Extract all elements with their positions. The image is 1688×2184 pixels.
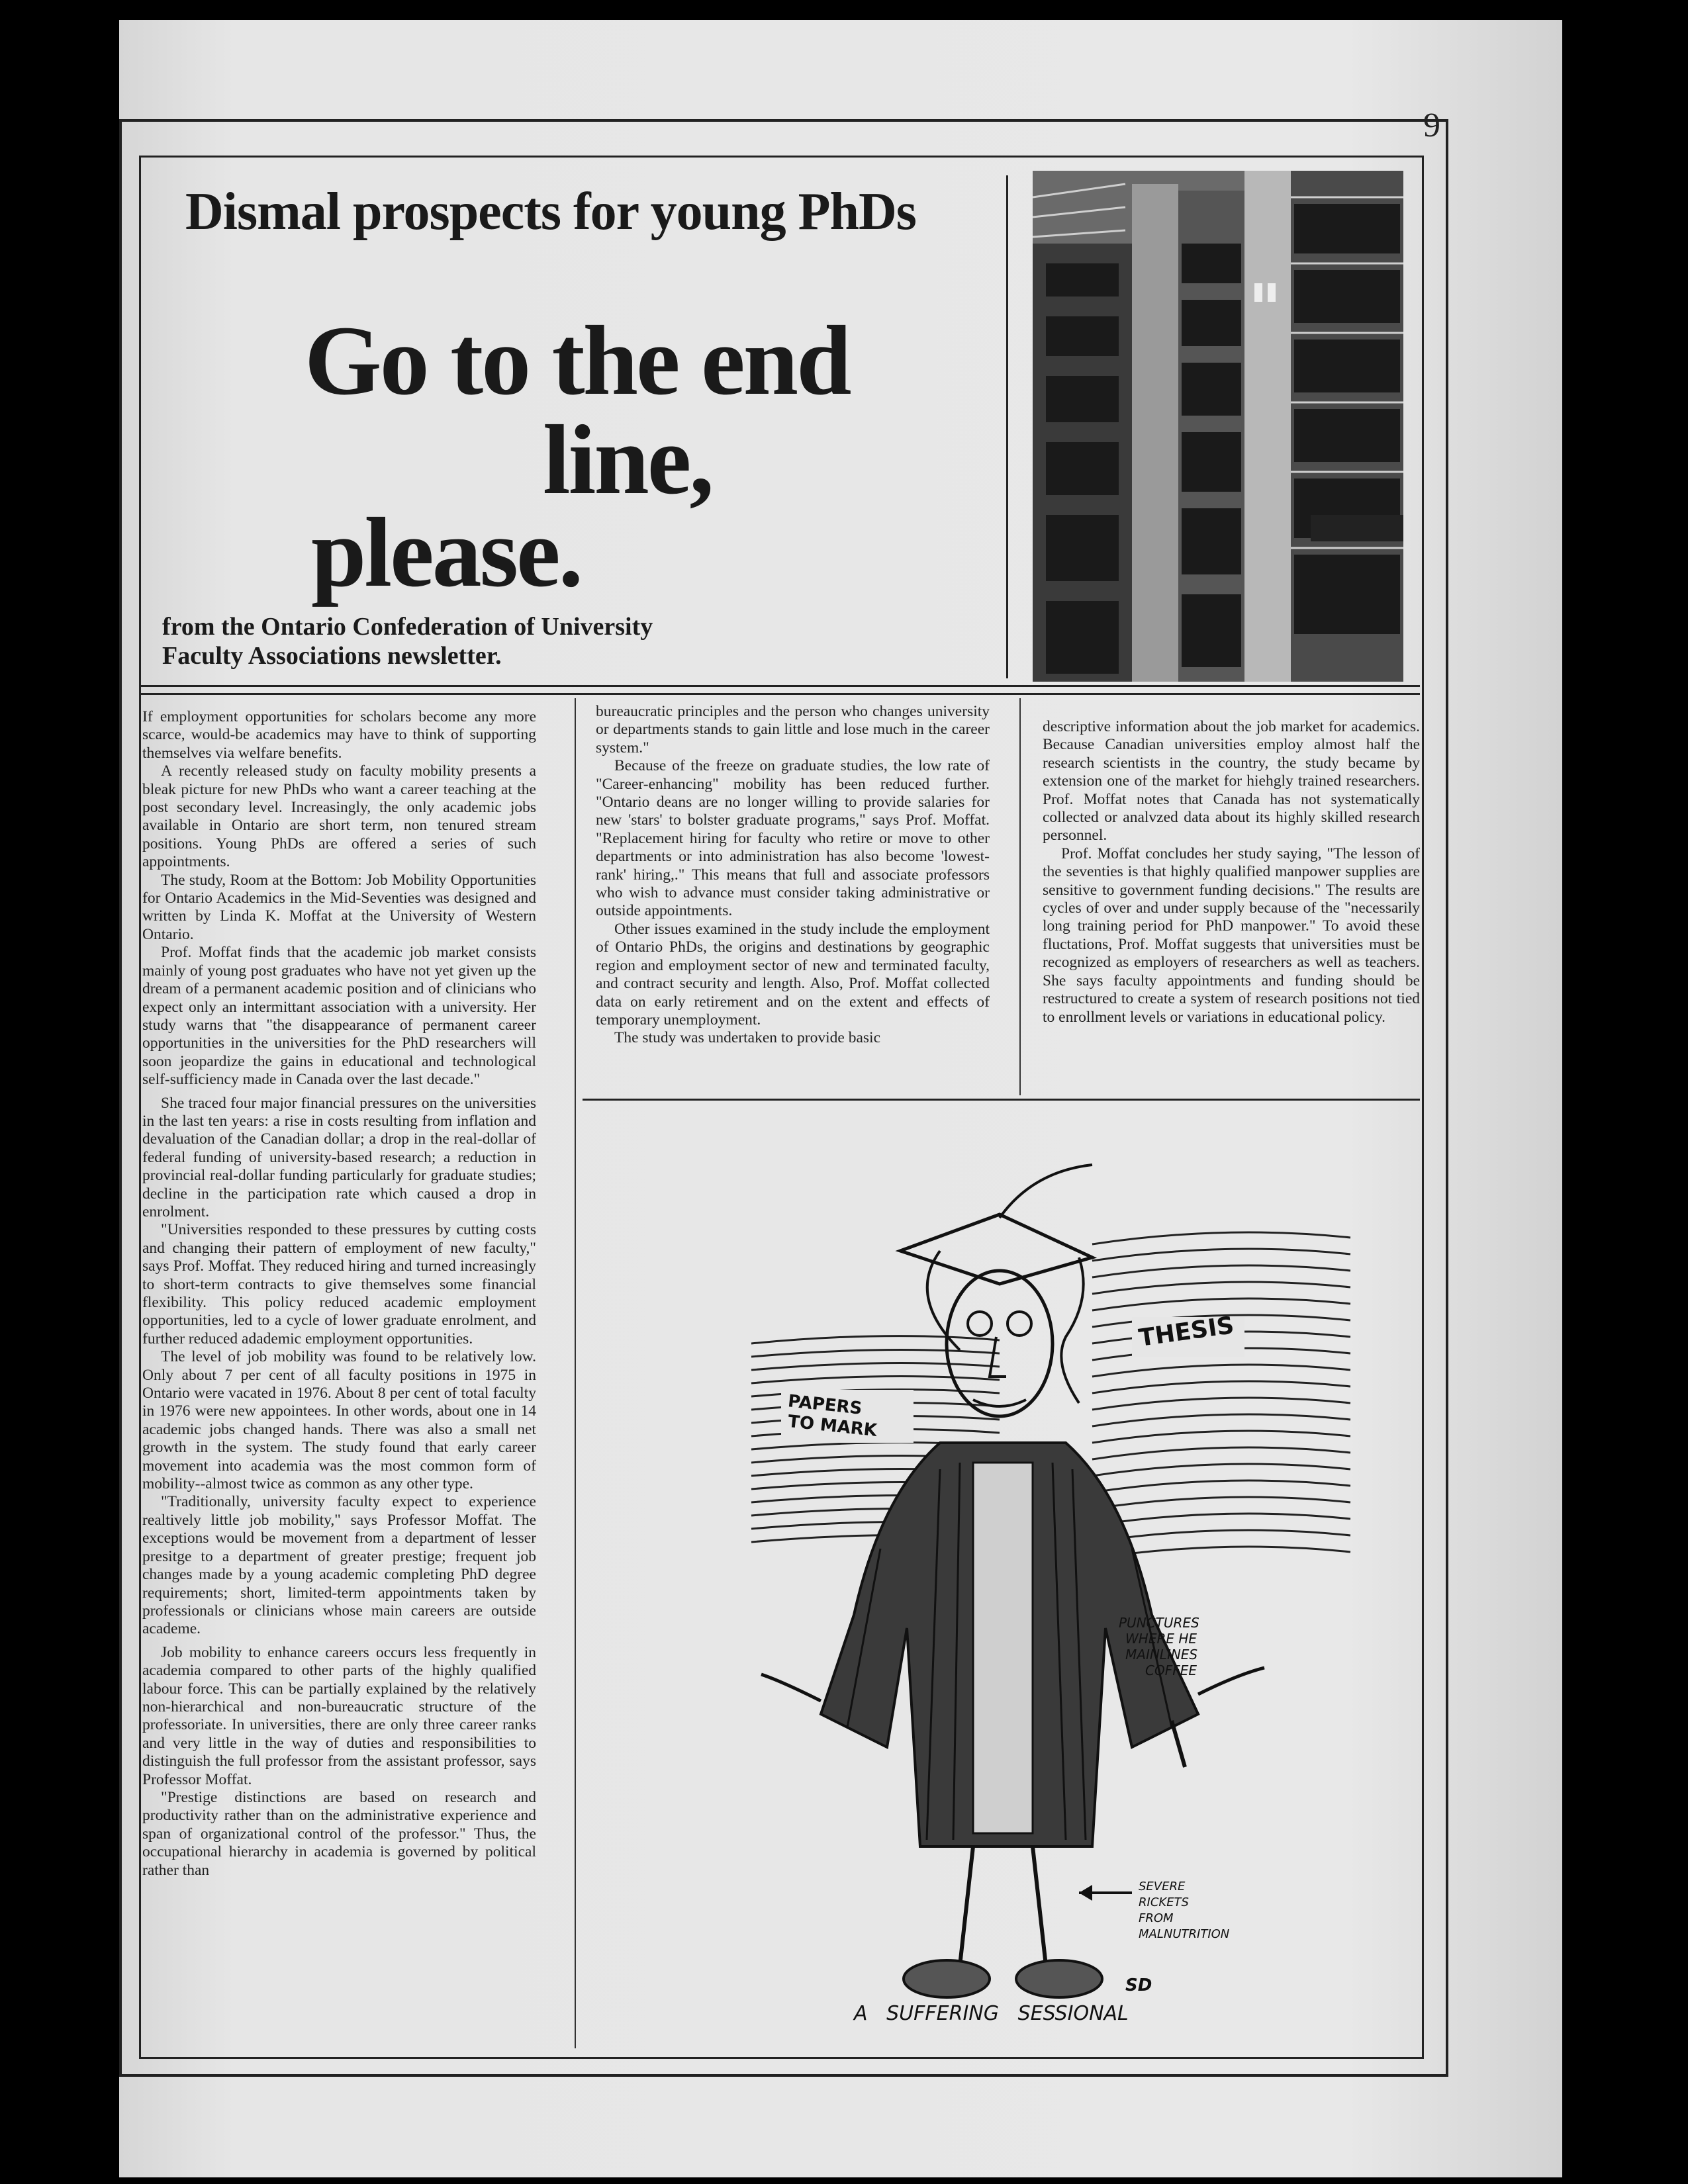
headline-line-2: line,: [543, 405, 712, 515]
punctures-note-1: PUNCTURES: [1119, 1615, 1199, 1631]
library-stacks-photo: [1033, 171, 1403, 682]
papers-label-line-1: PAPERS: [786, 1391, 863, 1419]
rickets-note-4: MALNUTRITION: [1139, 1927, 1230, 1941]
cartoon-drawing: [722, 1152, 1417, 2032]
rickets-note-3: FROM: [1139, 1911, 1174, 1925]
header-rule-1: [139, 685, 1420, 687]
header-rule-2: [139, 693, 1420, 695]
headline-line-1: Go to the end: [305, 306, 850, 416]
paragraph: The study, Room at the Bottom: Job Mobility Opportunities for Ontario Academics in the Mid-Seventies was designed and written by Linda K. Moffat at the University of Western Ontario.: [142, 871, 536, 943]
paragraph: Because of the freeze on graduate studies, the low rate of "Career-enhancing" mobility has been reduced further. "Ontario deans are no longer willing to provide salaries for new 'stars' to bolster graduate programs," says Prof. Moffat. "Replacement hiring for faculty who retire or move to other departments or into administration has also become 'lowest-rank' hiring,." This means that full and associate professors who wish to advance must consider taking administrative or outside appointments.: [596, 757, 990, 920]
page-number: 9: [1423, 107, 1440, 144]
thesis-label: THESIS: [1137, 1312, 1236, 1352]
paragraph: Other issues examined in the study include the employment of Ontario PhDs, the origins and destinations by geographic region and employment sector of new and terminated faculty, and contract security and length. Also, Prof. Moffat collected data on early retirement and on the extent and effects of temporary unemployment.: [596, 920, 990, 1028]
source-line-1: from the Ontario Confederation of University: [162, 613, 653, 641]
source-credit: [162, 612, 758, 670]
library-stacks-illustration: [1033, 171, 1403, 682]
paragraph: The study was undertaken to provide basic: [614, 1029, 881, 1047]
paragraph: Prof. Moffat finds that the academic job market consists mainly of young post graduates who have not yet given up the dream of a permanent academic position and of clinicians who expect only an intermittant association with a university. Her study warns that "the disappearance of permanent career opportunities in the universities for the PhD researchers will soon jeopardize the gains in educational and technological self-sufficiency made in Canada over the last decade.": [142, 944, 536, 1089]
sessional-cartoon: [722, 1152, 1417, 2032]
article-column-1: [142, 708, 536, 1880]
punctures-note-2: WHERE HE: [1125, 1631, 1197, 1647]
headline-period: .: [558, 498, 582, 608]
article-column-3: [1043, 718, 1420, 1026]
paragraph: descriptive information about the job market for academics. Because Canadian universities employ almost half the research scientists in the country, the study became by extension one of the market for hiehgly trained researchers. Prof. Moffat notes that Canada has not systematically collected or analvzed data about its highly skilled research personnel.: [1043, 718, 1420, 844]
article-column-2: [596, 703, 990, 1048]
paragraph: "Universities responded to these pressures by cutting costs and changing their pattern of employment of new faculty," says Prof. Moffat. They reduced hiring and turned increasingly to short-term contracts to give themselves some financial flexibility. This policy reduced academic employment opportunities, led to a cycle of lower graduate enrolment, and further reduced adademic employment opportunities.: [142, 1221, 536, 1347]
rickets-note-1: SEVERE: [1139, 1880, 1186, 1893]
headline-line-3: [311, 498, 582, 608]
header-divider-vertical: [1006, 175, 1008, 678]
paragraph: Job mobility to enhance careers occurs less frequently in academia compared to other parts of the highly qualified labour force. This can be partially explained by the relatively non-hierarchical and non-bureaucratic structure of the professoriate. In universities, there are only three career ranks and very little in the way of duties and responsibilities to distinguish the full professor from the assistant professor, says Professor Moffat.: [142, 1643, 536, 1788]
rickets-note-2: RICKETS: [1139, 1895, 1189, 1909]
source-line-2: Faculty Associations newsletter.: [162, 642, 502, 670]
cartoon-caption: A SUFFERING SESSIONAL: [854, 2002, 1129, 2025]
column-divider-1: [575, 698, 576, 2048]
paragraph: Prof. Moffat concludes her study saying, "The lesson of the seventies is that highly qualified manpower supplies are sensitive to government funding decisions." The results are cycles of over and under supply because of the "necessarily long training period for PhD manpower." To avoid these fluctations, Prof. Moffat suggests that universities must be recognized as employers of researchers as well as teachers. She says faculty appointments and funding should be restructured to create a system of research positions not tied to enrollment levels or variations in educational policy.: [1043, 844, 1420, 1026]
paragraph: bureaucratic principles and the person who changes university or departments stands to gain little and lose much in the career system.": [596, 703, 990, 756]
paragraph: The level of job mobility was found to be relatively low. Only about 7 per cent of all faculty positions in 1975 in Ontario were vacated in 1976. About 8 per cent of total faculty in 1976 were new appointees. In other words, about one in 14 academic jobs changed hands. There was also a small net growth in the system. The study found that early career movement into academia was the most common form of mobility--almost twice as common as any other type.: [142, 1348, 536, 1493]
artist-signature: SD: [1125, 1976, 1152, 1995]
paragraph: If employment opportunities for scholars become any more scarce, would-be academics may have to think of supporting themselves via welfare benefits.: [142, 708, 536, 762]
paragraph: "Prestige distinctions are based on research and productivity rather than on the administrative experience and span of organizational control of the professor." Thus, the occupational hierarchy in academia is governed by political rather than: [142, 1788, 536, 1879]
column-divider-2: [1019, 698, 1021, 1095]
paragraph: She traced four major financial pressures on the universities in the last ten years: a rise in costs resulting from inflation and devaluation of the Canadian dollar; a drop in the real-dollar of federal funding of university-based research; a reduction in provincial real-dollar funding particularly for graduate studies; decline in the participation rate which caused a drop in enrolment.: [142, 1094, 536, 1220]
headline-line-3-text: please: [311, 498, 559, 608]
punctures-note-4: COFFEE: [1145, 1662, 1197, 1678]
kicker-headline: Dismal prospects for young PhDs: [185, 183, 916, 241]
cartoon-top-rule: [583, 1099, 1420, 1101]
punctures-note-3: MAINLINES: [1125, 1647, 1198, 1662]
paragraph: A recently released study on faculty mobility presents a bleak picture for new PhDs who want a career teaching at the post secondary level. Increasingly, the only academic jobs available in Ontario are short term, non tenured stream positions. Young PhDs are offered a series of such appointments.: [142, 762, 536, 871]
papers-label-line-2: TO MARK: [786, 1412, 878, 1441]
paragraph: "Traditionally, university faculty expect to experience realtively little job mobility," says Professor Moffat. The exceptions would be movement from a department of lesser presitge to a department of greater prestige; frequent job changes made by a young academic completing PhD degree requirements; short, limited-term appointments taken by professionals or clinicians whose main careers are outside academe.: [142, 1493, 536, 1638]
